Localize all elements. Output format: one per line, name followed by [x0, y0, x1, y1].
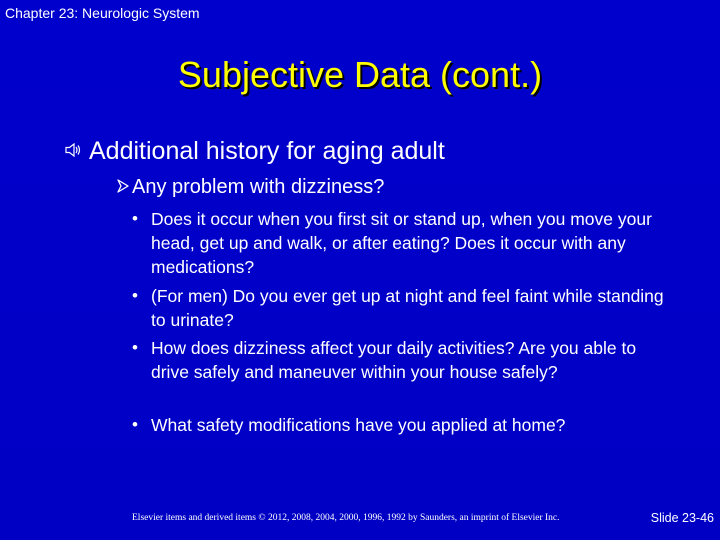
slide-title: Subjective Data (cont.) — [177, 54, 543, 95]
bullet-level3-text: (For men) Do you ever get up at night and feel faint while standing to urinate? — [151, 286, 664, 330]
bullet-level3-text: What safety modifications have you applied at home? — [151, 415, 566, 435]
bullet-level3-item — [132, 284, 667, 332]
bullet-level3-text: Does it occur when you first sit or stand up, when you move your head, get up and walk, or after eating? Does it occur with any medications? — [151, 209, 652, 277]
bullet-level2-text: Any problem with dizziness? — [132, 176, 385, 198]
bullet-level1-text: Additional history for aging adult — [89, 137, 445, 165]
bullet-level3-text: How does dizziness affect your daily activities? Are you able to drive safely and maneuver within your house safely? — [151, 338, 637, 382]
bullet-level3-item — [132, 413, 667, 437]
chapter-label: Chapter 23: Neurologic System — [5, 5, 200, 21]
slide-number: Slide 23-46 — [650, 511, 714, 525]
arrow-right-icon-svg — [117, 179, 129, 193]
speaker-icon — [65, 141, 89, 162]
bullet-level3-item — [132, 207, 667, 279]
arrow-right-icon — [117, 179, 132, 197]
bullet-level2 — [117, 176, 384, 199]
bullet-dot-icon: • — [132, 286, 138, 305]
bullet-dot-icon: • — [132, 338, 138, 357]
speaker-icon-svg — [65, 143, 81, 157]
bullet-level1 — [65, 137, 445, 166]
bullet-dot-icon: • — [132, 415, 138, 434]
copyright-footer: Elsevier items and derived items © 2012, 2008, 2004, 2000, 1996, 1992 by Saunders, an imprint of Elsevier Inc. — [132, 513, 560, 523]
bullet-dot-icon: • — [132, 209, 138, 228]
bullet-level3-item — [132, 336, 667, 384]
